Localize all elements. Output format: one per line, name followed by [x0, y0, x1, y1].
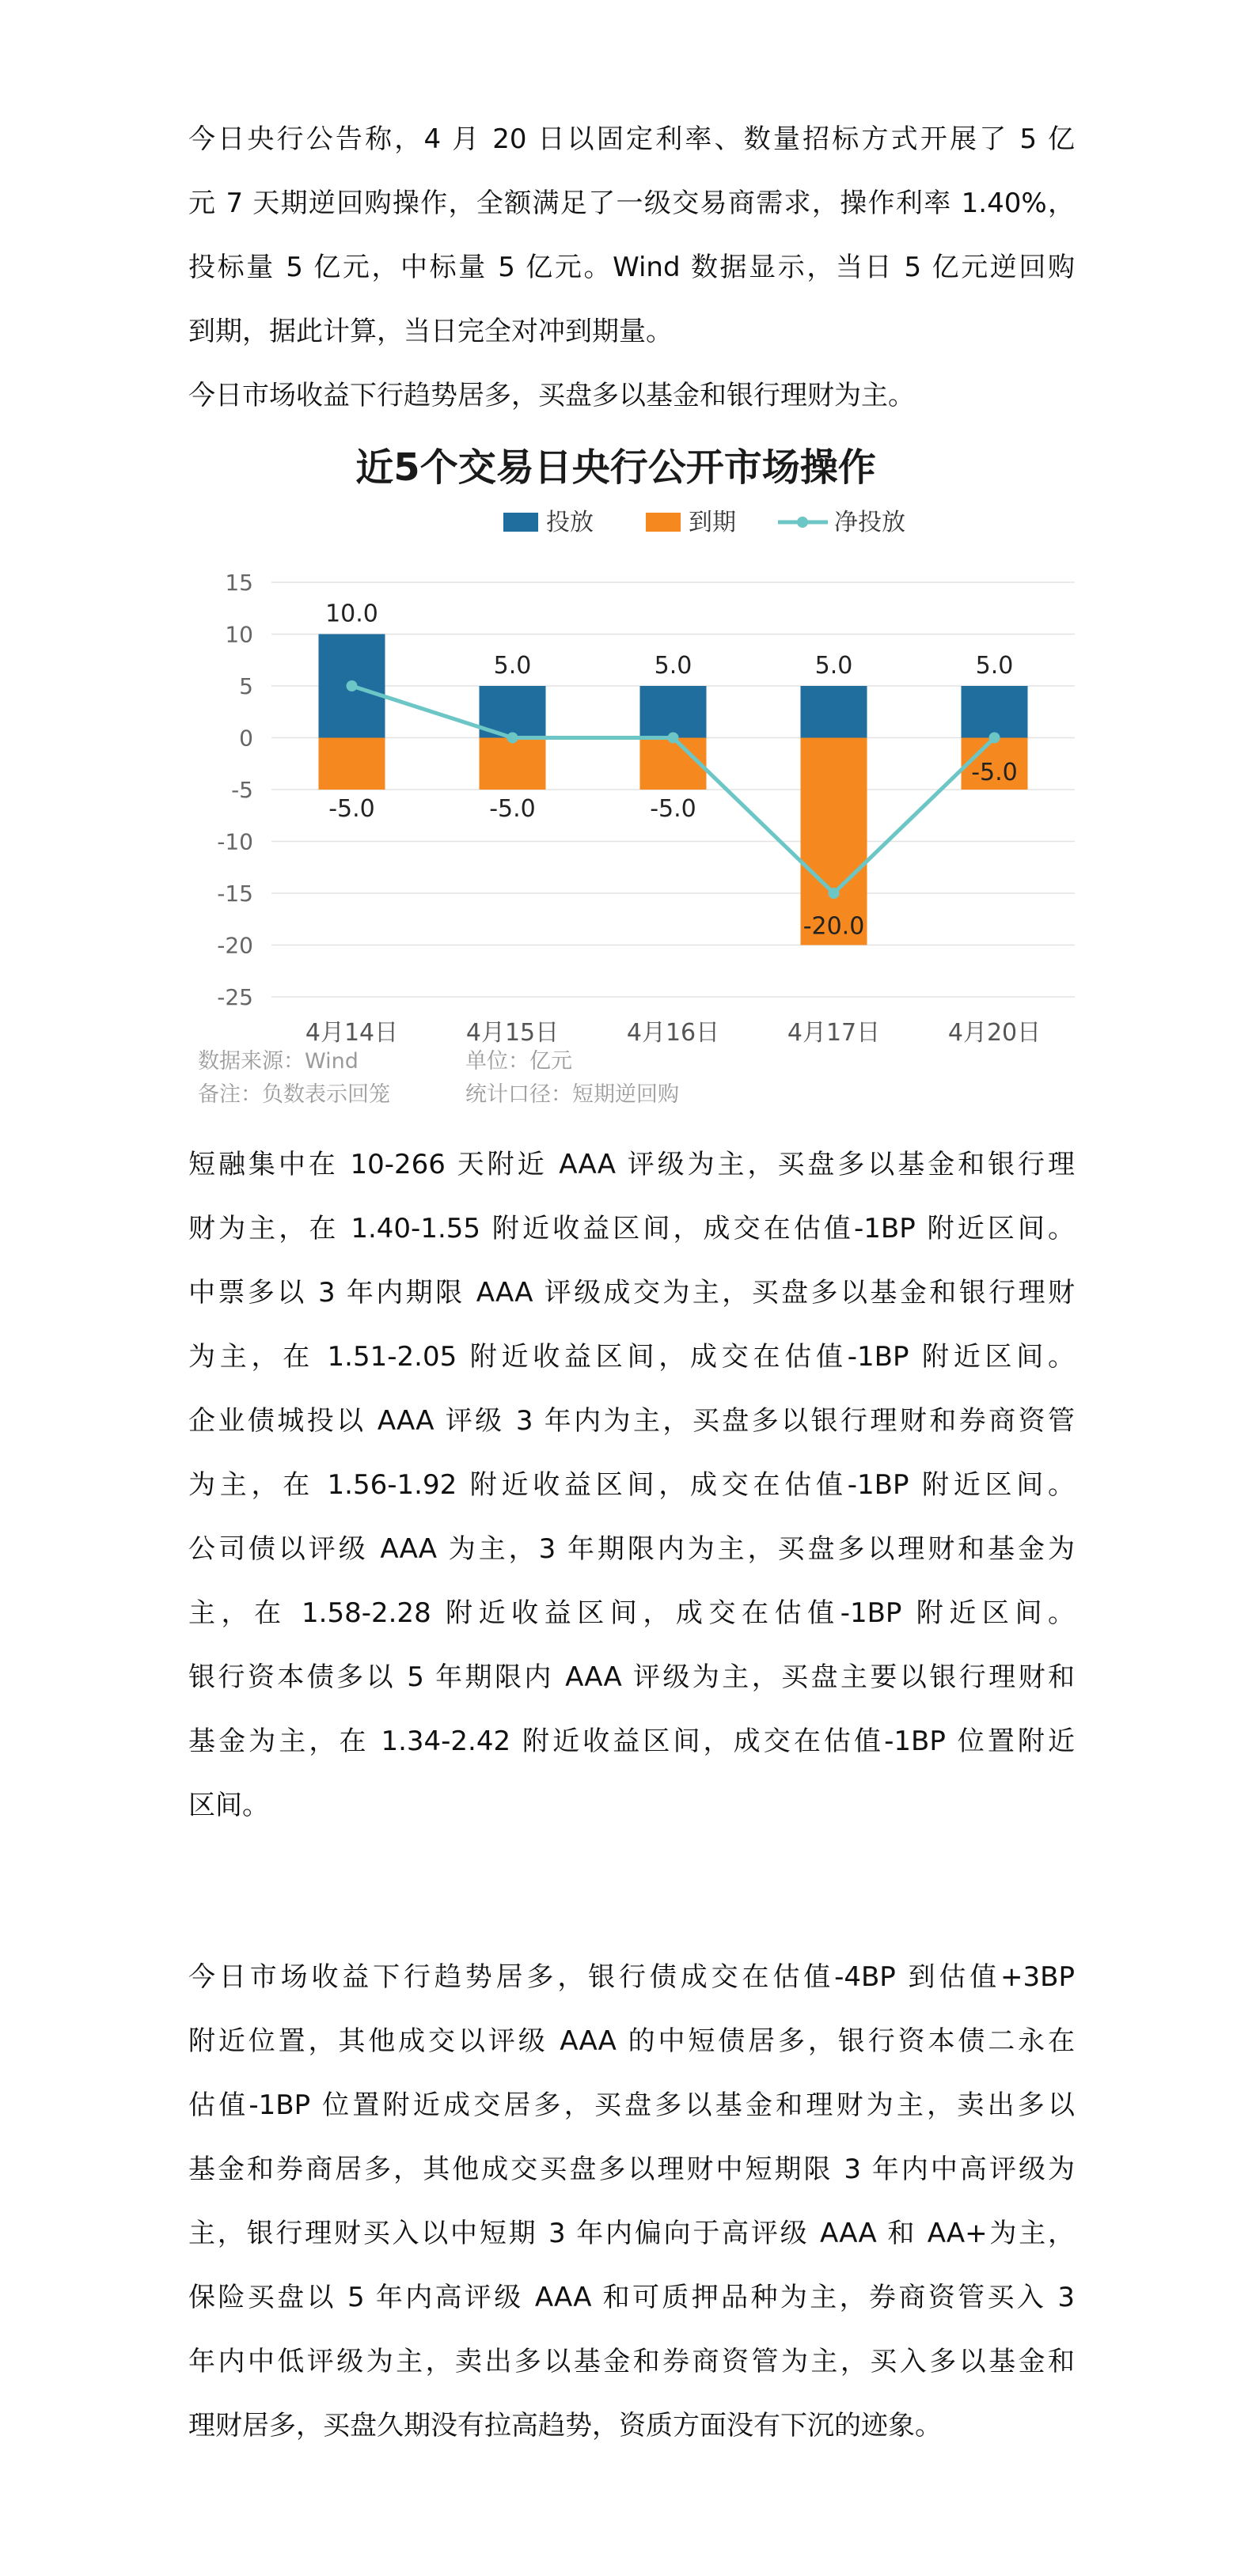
data-source-note: 数据来源：Wind: [198, 1049, 359, 1074]
data-label-maturity: -5.0: [971, 759, 1018, 786]
text-line: 今日市场收益下行趋势居多，银行债成交在估值-4BP 到估值+3BP: [188, 1961, 1075, 1993]
remark-note: 备注：负数表示回笼: [198, 1082, 390, 1107]
text-line: 保险买盘以 5 年内高评级 AAA 和可质押品种为主，券商资管买入 3: [188, 2282, 1076, 2313]
text-line: 今日央行公告称，4 月 20 日以固定利率、数量招标方式开展了 5 亿: [188, 123, 1075, 155]
y-tick-label: 5: [239, 673, 253, 699]
net-point: [668, 733, 679, 744]
bar-issue: [962, 686, 1028, 738]
text-line: 为主，在 1.51-2.05 附近收益区间，成交在估值-1BP 附近区间。: [188, 1341, 1075, 1373]
text-line: 年内中低评级为主，卖出多以基金和券商资管为主，买入多以基金和: [188, 2346, 1075, 2377]
text-line: 元 7 天期逆回购操作，全额满足了一级交易商需求，操作利率 1.40%，: [188, 188, 1075, 219]
text-line: 公司债以评级 AAA 为主，3 年期限内为主，买盘多以理财和基金为: [188, 1533, 1075, 1565]
net-point: [347, 680, 358, 691]
text-line: 基金为主，在 1.34-2.42 附近收益区间，成交在估值-1BP 位置附近: [188, 1726, 1075, 1757]
bar-issue: [640, 686, 707, 738]
data-label-issue: 5.0: [975, 652, 1014, 680]
intro-paragraph: [188, 108, 1075, 428]
x-tick-label: 4月17日: [787, 1019, 881, 1047]
text-line: 银行资本债多以 5 年期限内 AAA 评级为主，买盘主要以银行理财和: [188, 1661, 1075, 1693]
x-tick-label: 4月15日: [465, 1019, 560, 1047]
data-label-issue: 5.0: [654, 652, 693, 680]
bar-maturity: [480, 738, 546, 790]
legend-item-net: [778, 509, 905, 536]
text-line: 为主，在 1.56-1.92 附近收益区间，成交在估值-1BP 附近区间。: [188, 1469, 1075, 1501]
bar-maturity: [640, 738, 707, 790]
chart-notes: [198, 1049, 679, 1107]
text-line: 今日市场收益下行趋势居多，买盘多以基金和银行理财为主。: [188, 380, 915, 411]
text-line: 短融集中在 10-266 天附近 AAA 评级为主，买盘多以基金和银行理: [188, 1149, 1075, 1180]
legend-label: 到期: [689, 509, 736, 536]
summary-paragraph: [188, 1945, 1075, 2458]
data-label-maturity: -5.0: [489, 795, 536, 823]
text-line: 区间。: [188, 1790, 269, 1821]
text-line: 到期，据此计算，当日完全对冲到期量。: [188, 316, 673, 347]
x-tick-label: 4月14日: [305, 1019, 399, 1047]
bar-issue: [801, 686, 867, 738]
scope-note: 统计口径：短期逆回购: [465, 1082, 679, 1107]
y-tick-label: 0: [239, 725, 253, 752]
y-tick-label: -25: [217, 984, 253, 1010]
legend-label: 净投放: [834, 509, 905, 536]
text-line: 主，在 1.58-2.28 附近收益区间，成交在估值-1BP 附近区间。: [188, 1597, 1075, 1629]
chart-legend: [503, 509, 905, 536]
text-line: 中票多以 3 年内期限 AAA 评级成交为主，买盘多以基金和银行理财: [188, 1277, 1075, 1309]
chart-title: 近5个交易日央行公开市场操作: [355, 445, 876, 490]
text-line: 投标量 5 亿元，中标量 5 亿元。Wind 数据显示，当日 5 亿元逆回购: [188, 252, 1075, 283]
y-tick-label: 10: [225, 621, 253, 648]
data-label-issue: 5.0: [493, 652, 532, 680]
legend-marker: [797, 517, 808, 528]
legend-label: 投放: [546, 509, 594, 536]
x-tick-label: 4月16日: [626, 1019, 720, 1047]
bar-maturity: [319, 738, 385, 790]
data-label-maturity: -20.0: [803, 912, 865, 941]
y-tick-label: -15: [217, 881, 253, 907]
text-line: 主，银行理财买入以中短期 3 年内偏向于高评级 AAA 和 AA+为主，: [188, 2218, 1075, 2249]
data-label-issue: 10.0: [325, 600, 378, 628]
data-label-issue: 5.0: [814, 652, 853, 680]
text-line: 附近位置，其他成交以评级 AAA 的中短债居多，银行资本债二永在: [188, 2025, 1075, 2057]
legend-item-issue: [503, 509, 594, 536]
unit-note: 单位：亿元: [465, 1049, 572, 1074]
legend-swatch: [503, 513, 538, 532]
y-tick-label: -20: [217, 932, 253, 959]
y-tick-label: -10: [217, 828, 253, 855]
open-market-operations-chart: [188, 431, 1083, 1131]
data-label-maturity: -5.0: [328, 795, 375, 823]
x-axis-ticks: [305, 1019, 1041, 1047]
net-point: [507, 733, 518, 744]
text-line: 企业债城投以 AAA 评级 3 年内为主，买盘多以银行理财和券商资管: [188, 1405, 1075, 1437]
text-line: 理财居多，买盘久期没有拉高趋势，资质方面没有下沉的迹象。: [188, 2410, 942, 2442]
legend-swatch: [646, 513, 681, 532]
net-point: [989, 733, 1000, 744]
data-label-maturity: -5.0: [650, 795, 696, 823]
text-line: 财为主，在 1.40-1.55 附近收益区间，成交在估值-1BP 附近区间。: [188, 1213, 1075, 1244]
legend-item-maturity: [646, 509, 736, 536]
y-tick-label: -5: [231, 777, 253, 803]
x-tick-label: 4月20日: [947, 1019, 1042, 1047]
text-line: 基金和券商居多，其他成交买盘多以理财中短期限 3 年内中高评级为: [188, 2154, 1075, 2185]
y-tick-label: 15: [225, 570, 253, 596]
y-axis-ticks: [217, 570, 253, 1010]
text-line: 估值-1BP 位置附近成交居多，买盘多以基金和理财为主，卖出多以: [188, 2089, 1075, 2121]
market-detail-paragraphs: [188, 1133, 1075, 1838]
net-point: [829, 888, 840, 899]
